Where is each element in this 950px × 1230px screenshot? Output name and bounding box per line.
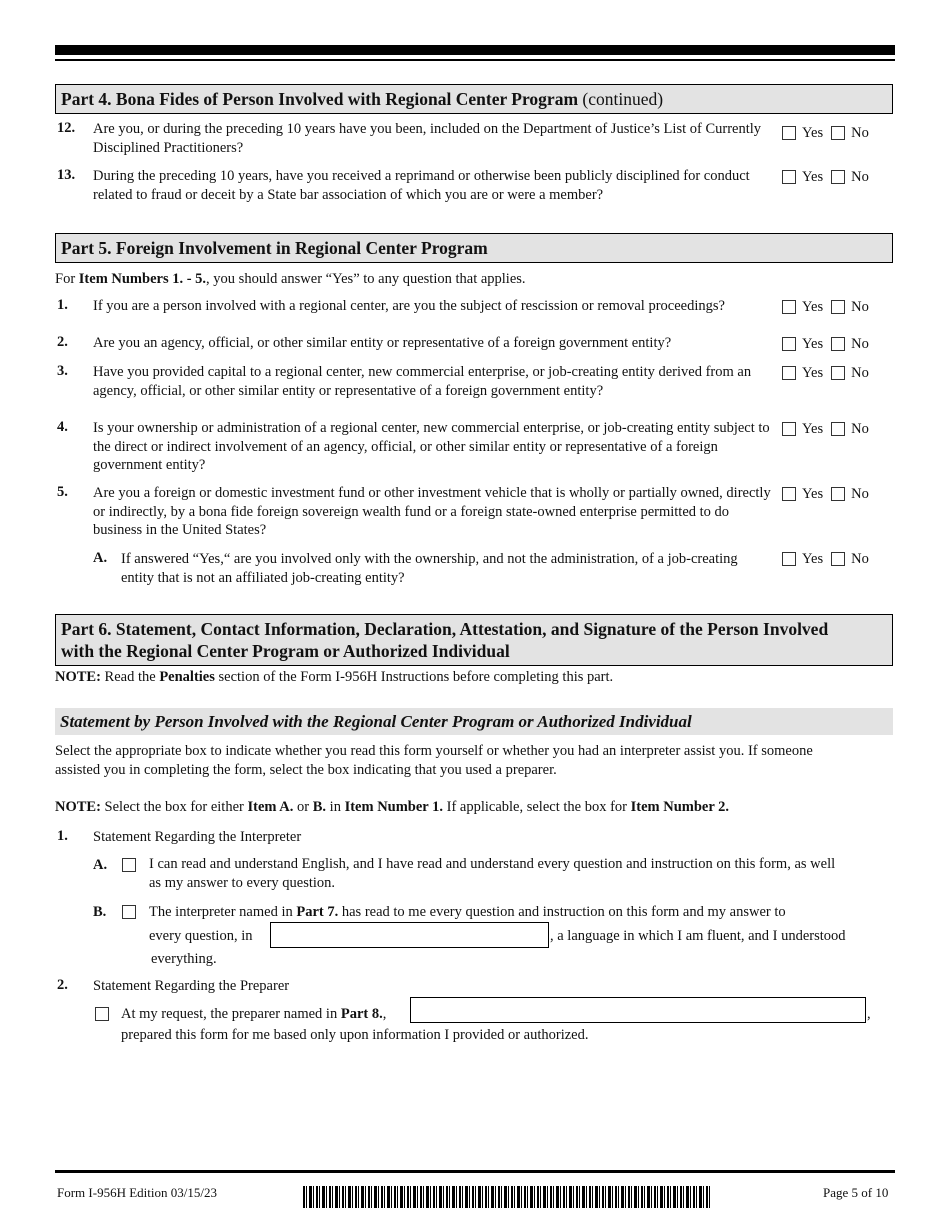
item1b-label: B. <box>93 904 107 920</box>
note2-h: Item Number 2. <box>630 799 730 815</box>
part5-item5a-question: If answered “Yes,“ are you involved only with the ownership, and not the administration, of a job-creating entity that is not an affiliated job-creating entity? <box>121 551 738 586</box>
no-label: No <box>851 550 869 567</box>
part6-item1-title: Statement Regarding the Interpreter <box>93 829 302 845</box>
no-label: No <box>851 124 869 141</box>
yes-label: Yes <box>802 485 824 502</box>
part5-item2-question: Are you an agency, official, or other similar entity or representative of a foreign government entity? <box>93 335 672 351</box>
item1a-line1: I can read and understand English, and I have read and understand every question and instruction on this form, as well <box>149 856 836 872</box>
part4-item12-question: Are you, or during the preceding 10 years have you been, included on the Department of Justice’s List of Currently Disciplined Practitioners? <box>93 121 762 156</box>
yes-label: Yes <box>802 168 824 185</box>
preparer-name-input[interactable] <box>410 997 866 1023</box>
part6-note1 <box>55 668 613 687</box>
part4-item12-yes-checkbox[interactable] <box>782 126 796 140</box>
part5-item5-question: Are you a foreign or domestic investment fund or other investment vehicle that is wholly or partially owned, directly or indirectly, by a bona fide foreign sovereign wealth fund or a foreign state-owned enterprise permitted to do business in the United States? <box>93 485 771 538</box>
preparer-checkbox[interactable] <box>95 1007 109 1021</box>
no-label: No <box>851 420 869 437</box>
item1a-label: A. <box>93 857 108 873</box>
b-line1-pre: The interpreter named in <box>149 904 297 920</box>
part5-item1-no-checkbox[interactable] <box>831 300 845 314</box>
part5-item5-no-checkbox[interactable] <box>831 487 845 501</box>
part6-item2-number: 2. <box>57 977 68 993</box>
part5-item1-number: 1. <box>57 297 68 313</box>
part5-intro <box>55 270 526 289</box>
part5-item5a-label: A. <box>93 550 108 566</box>
note1-bold: Penalties <box>159 669 215 685</box>
note2-c: or <box>293 799 313 815</box>
part6-item1-number: 1. <box>57 828 68 844</box>
note2-label: NOTE: <box>55 799 101 815</box>
yes-label: Yes <box>802 364 824 381</box>
prep-pre: At my request, the preparer named in <box>121 1006 341 1022</box>
part5-item4-yes-checkbox[interactable] <box>782 422 796 436</box>
part5-item1-question: If you are a person involved with a regional center, are you the subject of rescission or removal proceedings? <box>93 298 725 314</box>
item1b-line3: everything. <box>151 951 217 967</box>
part6-title-line2: with the Regional Center Program or Authorized Individual <box>61 641 510 661</box>
note2-f: Item Number 1. <box>344 799 443 815</box>
no-label: No <box>851 298 869 315</box>
yes-label: Yes <box>802 335 824 352</box>
part4-item12-number: 12. <box>57 120 76 136</box>
footer-rule <box>55 1170 895 1173</box>
yes-label: Yes <box>802 124 824 141</box>
note1-pre: Read the <box>100 669 160 685</box>
part5-item2-number: 2. <box>57 334 68 350</box>
note2-e: in <box>326 799 345 815</box>
interpreter-language-input[interactable] <box>270 922 549 948</box>
item1b-line1 <box>149 903 786 922</box>
footer-page-number: Page 5 of 10 <box>823 1185 889 1200</box>
preparer-line1-end: , <box>867 1006 871 1022</box>
part5-item3-number: 3. <box>57 363 68 379</box>
part5-item4-question: Is your ownership or administration of a regional center, new commercial enterprise, or job-creating entity subject to the direct or indirect involvement of an agency, official, or other similar entity or representative of a foreign government entity? <box>93 420 770 473</box>
part5-item4-no-checkbox[interactable] <box>831 422 845 436</box>
part5-item4-number: 4. <box>57 419 68 435</box>
part4-item13-question: During the preceding 10 years, have you received a reprimand or otherwise been publicly disciplined for conduct related to fraud or deceit by a State bar association of which you are or were a member? <box>93 168 750 203</box>
part4-continued: (continued) <box>582 89 664 109</box>
item1b-line2-post: , a language in which I am fluent, and I understood <box>550 928 846 944</box>
part4-title: Part 4. Bona Fides of Person Involved with Regional Center Program <box>61 89 579 109</box>
part4-item12-answer <box>782 124 869 142</box>
yes-label: Yes <box>802 420 824 437</box>
part5-title: Part 5. Foreign Involvement in Regional Center Program <box>61 238 488 258</box>
part4-item13-yes-checkbox[interactable] <box>782 170 796 184</box>
statement-subheader: Statement by Person Involved with the Regional Center Program or Authorized Individual <box>55 708 893 735</box>
part4-item13-answer <box>782 168 869 186</box>
part5-item3-no-checkbox[interactable] <box>831 366 845 380</box>
item1b-checkbox[interactable] <box>122 905 136 919</box>
note1-post: section of the Form I-956H Instructions before completing this part. <box>214 669 614 685</box>
note2-a: Select the box for either <box>100 799 248 815</box>
part5-item4-answer <box>782 420 869 438</box>
part6-item2-title: Statement Regarding the Preparer <box>93 978 290 994</box>
part5-item1-answer <box>782 298 869 316</box>
part5-item5a-yes-checkbox[interactable] <box>782 552 796 566</box>
part6-header <box>55 614 893 666</box>
part5-item3-question: Have you provided capital to a regional center, new commercial enterprise, or job-creating entity derived from an agency, official, or other similar entity or representative of a foreign government entity? <box>93 364 752 399</box>
yes-label: Yes <box>802 298 824 315</box>
note1-label: NOTE: <box>55 669 101 685</box>
part5-item3-answer <box>782 364 869 382</box>
part5-item2-answer <box>782 335 869 353</box>
part6-note2 <box>55 798 729 817</box>
part5-item5a-no-checkbox[interactable] <box>831 552 845 566</box>
note2-b: Item A. <box>247 799 294 815</box>
part5-item5a-answer <box>782 550 869 568</box>
footer-form-edition: Form I-956H Edition 03/15/23 <box>57 1185 217 1200</box>
no-label: No <box>851 485 869 502</box>
part5-intro-bold: Item Numbers 1. - 5. <box>78 271 207 287</box>
preparer-line1 <box>121 1005 386 1024</box>
b-line1-bold: Part 7. <box>296 904 339 920</box>
part4-item12-no-checkbox[interactable] <box>831 126 845 140</box>
item1a-checkbox[interactable] <box>122 858 136 872</box>
note2-d: B. <box>312 799 327 815</box>
top-rule-thin <box>55 59 895 61</box>
part5-intro-pre: For <box>55 271 79 287</box>
no-label: No <box>851 335 869 352</box>
no-label: No <box>851 364 869 381</box>
part5-item5-yes-checkbox[interactable] <box>782 487 796 501</box>
part5-item2-yes-checkbox[interactable] <box>782 337 796 351</box>
part5-item3-yes-checkbox[interactable] <box>782 366 796 380</box>
part5-item5-number: 5. <box>57 484 68 500</box>
preparer-line2: prepared this form for me based only upon information I provided or authorized. <box>121 1027 589 1043</box>
part4-item13-no-checkbox[interactable] <box>831 170 845 184</box>
part5-item2-no-checkbox[interactable] <box>831 337 845 351</box>
prep-comma: , <box>382 1006 387 1022</box>
part4-item13-number: 13. <box>57 167 76 183</box>
select-instructions-line1: Select the appropriate box to indicate whether you read this form yourself or whether you had an interpreter assist you. If someone <box>55 743 813 759</box>
part5-item1-yes-checkbox[interactable] <box>782 300 796 314</box>
no-label: No <box>851 168 869 185</box>
yes-label: Yes <box>802 550 824 567</box>
item1a-line2: as my answer to every question. <box>149 875 336 891</box>
part5-header <box>55 233 893 263</box>
prep-bold: Part 8. <box>340 1006 383 1022</box>
note2-g: If applicable, select the box for <box>442 799 631 815</box>
part6-title-line1: Part 6. Statement, Contact Information, Declaration, Attestation, and Signature of the Person Involved <box>61 619 829 639</box>
part4-header <box>55 84 893 114</box>
select-instructions-line2: assisted you in completing the form, select the box indicating that you used a preparer. <box>55 762 557 778</box>
item1b-line2-pre: every question, in <box>149 928 253 944</box>
part5-intro-post: , you should answer “Yes” to any question that applies. <box>206 271 526 287</box>
b-line1-post: has read to me every question and instruction on this form and my answer to <box>338 904 786 920</box>
barcode-icon <box>303 1186 711 1208</box>
top-rule-thick <box>55 45 895 55</box>
part5-item5-answer <box>782 485 869 503</box>
